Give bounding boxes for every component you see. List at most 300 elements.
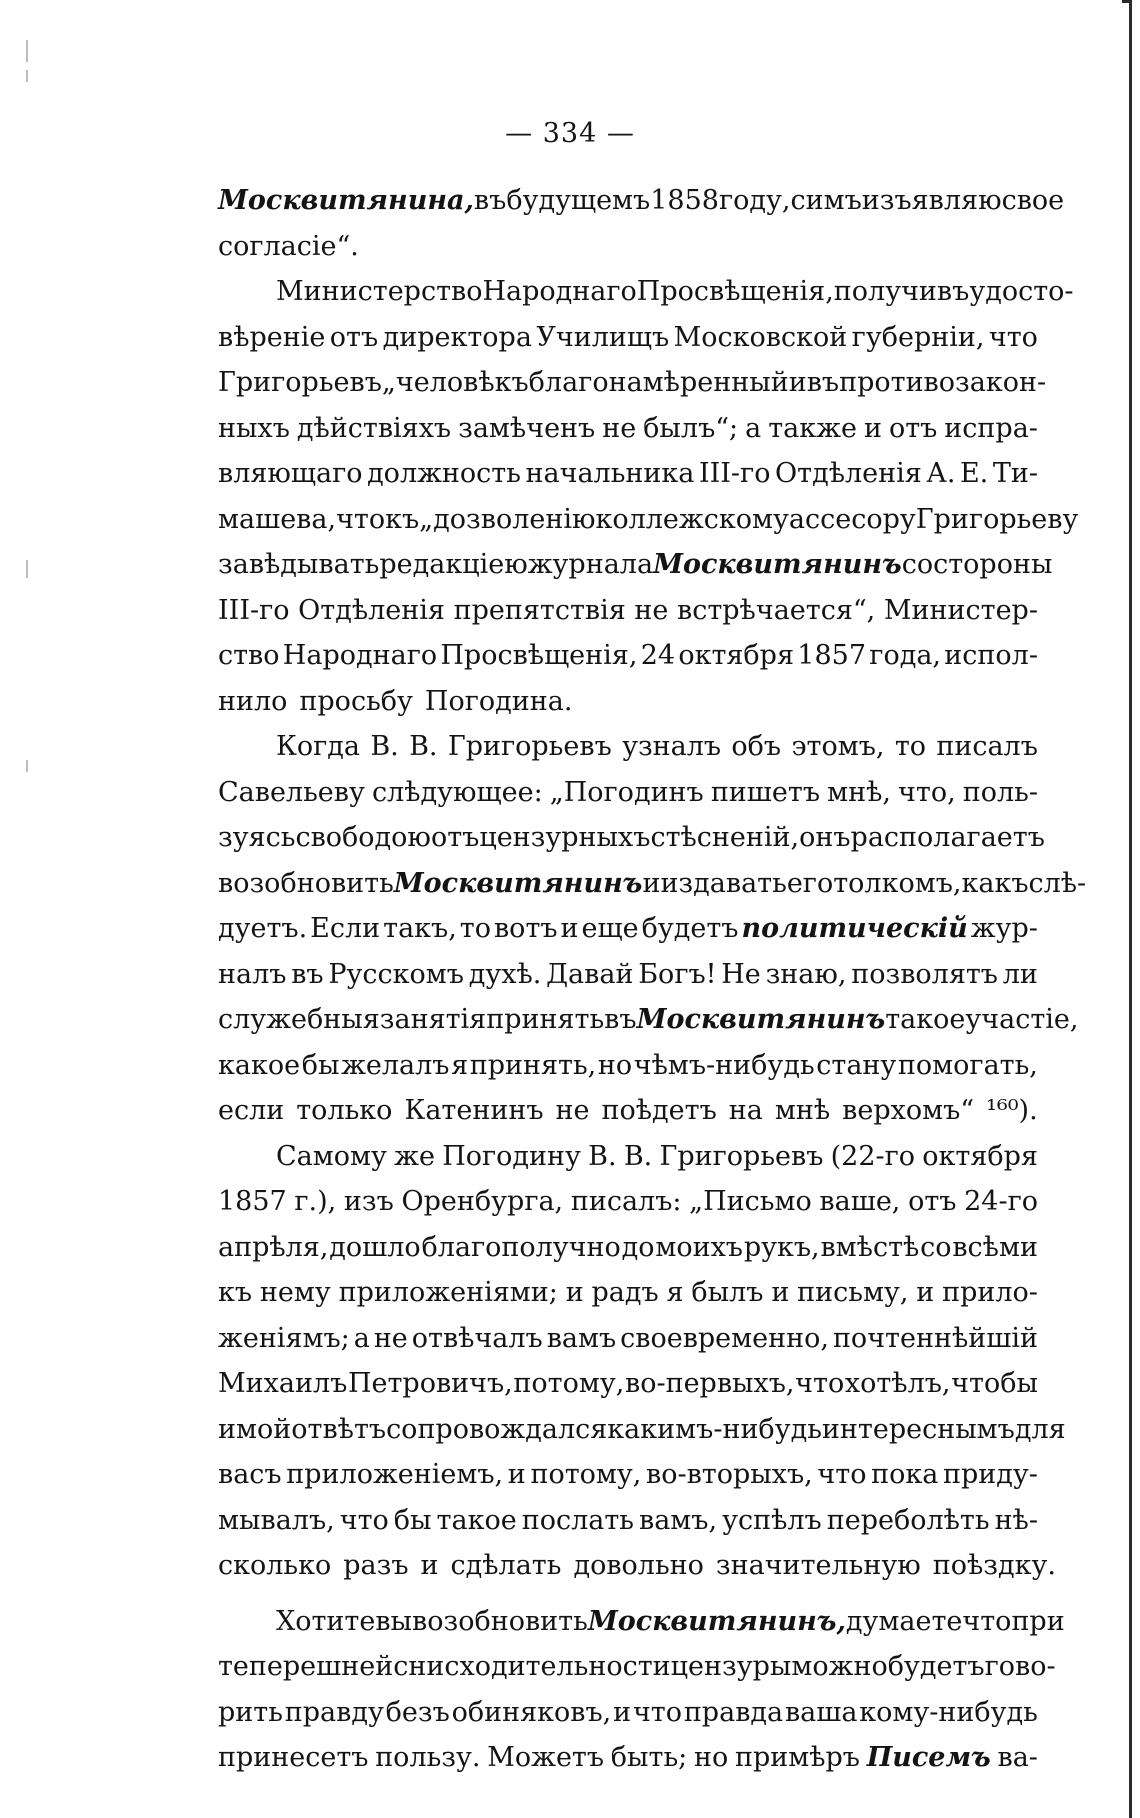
- word: пользу.: [375, 1742, 481, 1773]
- word: Григорьевъ: [447, 731, 612, 762]
- word: стороны: [933, 549, 1053, 580]
- word: что: [339, 1504, 389, 1536]
- text-line: [218, 497, 1079, 543]
- word: мой: [236, 1413, 292, 1445]
- word: я: [451, 1049, 469, 1081]
- word: потому,: [513, 1368, 625, 1399]
- word: такъ,: [383, 913, 457, 944]
- word: цензурныхъ: [479, 822, 651, 853]
- word: мывалъ,: [218, 1504, 335, 1536]
- word: былъ“;: [643, 412, 739, 444]
- text-line: [218, 1179, 1038, 1225]
- word: вы: [375, 1605, 413, 1637]
- word: только: [296, 1095, 393, 1126]
- text-line: [218, 1543, 1056, 1589]
- word: принять,: [469, 1049, 597, 1081]
- word: въ: [604, 1004, 637, 1035]
- word: губерніи,: [851, 321, 985, 353]
- word: коллежскому: [595, 503, 789, 535]
- text-line: [218, 360, 1047, 406]
- word: Министерство: [276, 276, 483, 307]
- word: встрѣчается“,: [677, 594, 876, 626]
- text-line: [218, 542, 1053, 588]
- word: ассесору: [788, 503, 916, 535]
- word: не: [634, 594, 669, 626]
- word: разъ: [343, 1550, 409, 1581]
- word: располагаетъ: [850, 822, 1045, 853]
- word: замѣченъ: [458, 412, 596, 444]
- word: поль-: [962, 776, 1038, 808]
- word: бы: [393, 1504, 432, 1536]
- word: можно: [791, 1651, 888, 1682]
- word: что: [336, 503, 386, 535]
- text-line: [218, 861, 1087, 907]
- word: помогать,: [897, 1049, 1038, 1081]
- italic-word: Москвитянинъ: [653, 549, 902, 580]
- word: нему: [259, 1277, 331, 1308]
- word: противозакон-: [839, 367, 1047, 398]
- word: во-вторыхъ,: [646, 1459, 813, 1490]
- word: Отдѣленія: [298, 594, 445, 626]
- italic-word: Москвитянина,: [218, 185, 474, 216]
- word: и: [560, 913, 579, 944]
- word: и: [613, 1696, 632, 1728]
- word: вамъ,: [639, 1504, 718, 1536]
- word: „дозволенію: [419, 503, 596, 535]
- word: Народнаго: [282, 640, 438, 671]
- word: приду-: [943, 1459, 1038, 1490]
- text-line: [218, 770, 1038, 816]
- word: Е.: [959, 458, 989, 489]
- word: г.),: [294, 1186, 337, 1217]
- word: Самому: [276, 1140, 387, 1172]
- word: получивъ: [833, 276, 970, 307]
- word: года,: [869, 640, 942, 671]
- text-line: [218, 1644, 1056, 1690]
- word: довольно: [573, 1550, 704, 1581]
- word: быть;: [610, 1742, 688, 1773]
- word: такое: [436, 1504, 517, 1536]
- text-line: [218, 224, 1038, 270]
- word: и: [642, 867, 661, 899]
- word: думаете: [845, 1605, 963, 1637]
- word: испра-: [944, 412, 1038, 444]
- word: октября: [678, 640, 795, 671]
- word: издавать: [660, 867, 787, 899]
- word: чѣмъ-нибудь: [633, 1049, 815, 1081]
- text-line: [218, 815, 1045, 861]
- word: я: [666, 1277, 684, 1308]
- word: моихъ: [655, 1231, 743, 1263]
- word: радъ: [591, 1277, 659, 1308]
- word: будетъ: [887, 1651, 985, 1682]
- word: женіямъ;: [218, 1322, 350, 1354]
- word: Отдѣленія: [775, 458, 922, 489]
- word: приложеніемъ,: [286, 1459, 504, 1490]
- word: директора: [382, 321, 532, 353]
- word: „Погодинъ: [549, 776, 704, 808]
- word: симъ: [790, 185, 862, 216]
- word: Русскомъ: [328, 958, 464, 990]
- word: отъ: [430, 822, 480, 853]
- word: ство: [218, 640, 280, 671]
- word: Когда: [276, 731, 361, 762]
- word: и: [420, 1550, 439, 1581]
- word: пишетъ: [710, 776, 820, 808]
- word: Хотите: [276, 1605, 376, 1637]
- word: сдѣлать: [450, 1550, 562, 1581]
- word: примѣръ: [734, 1742, 860, 1773]
- word: а: [353, 1322, 370, 1354]
- word: ваше,: [819, 1186, 901, 1217]
- word: такое: [885, 1004, 966, 1035]
- word: сопровождался: [386, 1413, 608, 1445]
- word: и: [218, 1413, 236, 1445]
- text-line: [218, 997, 1079, 1043]
- italic-word: Москвитянинъ: [636, 1004, 886, 1035]
- word: зуясь: [218, 822, 296, 853]
- word: и: [863, 412, 882, 444]
- italic-word: Москвитянинъ: [393, 867, 643, 899]
- word: Григорьевъ: [659, 1140, 824, 1172]
- word: письму,: [797, 1277, 909, 1308]
- word: мнѣ: [774, 1095, 831, 1126]
- word: ¹⁶⁰).: [986, 1095, 1038, 1126]
- word: А.: [926, 458, 956, 489]
- word: В.: [370, 731, 399, 762]
- word: Министер-: [883, 594, 1038, 626]
- word: что,: [898, 776, 956, 808]
- page-edge-mark: [26, 70, 28, 82]
- word: Савельеву: [218, 776, 365, 808]
- text-line: [218, 679, 1038, 725]
- word: ли: [1002, 958, 1038, 990]
- word: „Письмо: [689, 1186, 812, 1217]
- word: его: [786, 867, 834, 899]
- page-edge-mark: [26, 40, 28, 62]
- word: обиняковъ,: [451, 1696, 612, 1728]
- word: благонамѣренный: [528, 367, 789, 398]
- text-line: [218, 906, 1038, 952]
- word: въ: [473, 185, 507, 216]
- word: чтобы: [951, 1368, 1038, 1399]
- word: редакціею: [379, 549, 528, 580]
- word: (22-го: [830, 1140, 916, 1172]
- word: а: [745, 412, 762, 444]
- word: въ: [806, 367, 840, 398]
- word: вляющаго: [218, 458, 363, 489]
- word: пока: [871, 1459, 939, 1490]
- word: писалъ: [936, 731, 1038, 762]
- word: со: [920, 1231, 952, 1263]
- text-line: [218, 406, 1038, 452]
- word: вмѣстѣ: [820, 1231, 920, 1263]
- word: Народнаго: [482, 276, 637, 307]
- word: III-го: [698, 458, 771, 489]
- word: потому,: [530, 1459, 642, 1490]
- word: Богъ!: [638, 958, 717, 990]
- word: свободою: [295, 822, 431, 853]
- word: Григорьеву: [915, 503, 1079, 535]
- word: 1857: [797, 640, 867, 671]
- word: вѣреніе: [218, 321, 326, 353]
- italic-word: политическій: [741, 913, 968, 944]
- word: 24: [640, 640, 676, 671]
- word: нило: [218, 685, 288, 717]
- word: и: [507, 1459, 526, 1490]
- word: нѣ-: [994, 1504, 1038, 1536]
- text-line: [218, 1043, 1038, 1089]
- word: возобновить: [412, 1605, 588, 1637]
- word: отъ: [908, 1186, 957, 1217]
- word: ва-: [997, 1742, 1038, 1773]
- word: теперешней: [218, 1651, 394, 1682]
- word: октября: [922, 1140, 1038, 1172]
- word: сколько: [218, 1550, 332, 1581]
- word: испол-: [944, 640, 1038, 671]
- word: и: [565, 1277, 584, 1308]
- word: прило-: [942, 1277, 1038, 1308]
- word: какое: [218, 1049, 301, 1081]
- word: машева,: [218, 503, 337, 535]
- word: безъ: [385, 1696, 450, 1728]
- word: всѣми: [952, 1231, 1038, 1263]
- word: отвѣчалъ: [411, 1322, 543, 1354]
- page-edge-mark: [26, 560, 28, 578]
- word: мнѣ,: [827, 776, 891, 808]
- text-line: [218, 952, 1038, 998]
- word: возобновить: [218, 867, 394, 899]
- text-line: [218, 1407, 1066, 1453]
- word: Если: [310, 913, 381, 944]
- word: Григорьевъ: [218, 367, 382, 398]
- page-right-border-cap: [1122, 0, 1132, 3]
- word: писалъ:: [570, 1186, 682, 1217]
- word: Погодину: [442, 1140, 581, 1172]
- body-text: [218, 178, 1087, 1781]
- word: не: [602, 412, 637, 444]
- word: Просвѣщенія,: [636, 276, 834, 307]
- text-line: [218, 1270, 1038, 1316]
- word: 24-го: [964, 1186, 1038, 1217]
- word: Можетъ: [487, 1742, 605, 1773]
- italic-word: Москвитянинъ,: [587, 1605, 846, 1637]
- word: во-первыхъ,: [625, 1368, 795, 1399]
- word: Оренбурга,: [401, 1186, 564, 1217]
- word: 1857: [218, 1186, 287, 1217]
- word: и: [771, 1277, 790, 1308]
- word: интереснымъ: [821, 1413, 1015, 1445]
- word: но: [597, 1049, 633, 1081]
- word: изъявляю: [861, 185, 1002, 216]
- word: журнала: [527, 549, 654, 580]
- word: кому-нибудь: [859, 1696, 1038, 1728]
- word: то: [894, 731, 927, 762]
- word: послать: [521, 1504, 634, 1536]
- word: не: [373, 1322, 408, 1354]
- word: хотѣлъ,: [844, 1368, 951, 1399]
- text-line: [218, 1735, 1038, 1781]
- word: на: [728, 1095, 763, 1126]
- word: В.: [623, 1140, 653, 1172]
- word: занятія: [379, 1004, 487, 1035]
- word: духѣ.: [468, 958, 542, 990]
- word: удосто-: [969, 276, 1074, 307]
- word: еще: [581, 913, 639, 944]
- word: значительную: [715, 1550, 921, 1581]
- word: принять: [486, 1004, 605, 1035]
- word: дошло: [329, 1231, 421, 1263]
- word: будущемъ: [506, 185, 651, 216]
- word: бы: [301, 1049, 340, 1081]
- word: успѣлъ: [722, 1504, 822, 1536]
- word: и: [916, 1277, 935, 1308]
- word: этомъ,: [791, 731, 885, 762]
- text-line: [218, 1361, 1038, 1407]
- word: къ: [385, 503, 420, 535]
- word: что: [817, 1459, 867, 1490]
- word: что: [632, 1696, 682, 1728]
- word: переболѣть: [826, 1504, 990, 1536]
- word: Ти-: [992, 458, 1038, 489]
- word: свое: [1001, 185, 1065, 216]
- word: со: [901, 549, 934, 580]
- word: отвѣтъ: [291, 1413, 387, 1445]
- word: же: [394, 1140, 435, 1172]
- word: „человѣкъ: [381, 367, 529, 398]
- word: онъ: [799, 822, 851, 853]
- word: году,: [718, 185, 791, 216]
- text-line: [218, 724, 1038, 770]
- text-line: [218, 178, 1065, 224]
- word: также: [768, 412, 857, 444]
- word: Давай: [546, 958, 634, 990]
- word: стану: [816, 1049, 897, 1081]
- word: желалъ: [341, 1049, 450, 1081]
- word: позволятъ: [851, 958, 998, 990]
- word: снисходительности: [393, 1651, 671, 1682]
- text-line: [218, 451, 1038, 497]
- word: слѣдующее:: [371, 776, 543, 808]
- word: принесетъ: [218, 1742, 369, 1773]
- word: просьбу: [299, 685, 413, 717]
- word: Михаилъ: [218, 1368, 348, 1399]
- word: что: [795, 1368, 845, 1399]
- word: слѣ-: [1028, 867, 1087, 899]
- word: В.: [409, 731, 438, 762]
- word: то: [459, 913, 491, 944]
- text-line: [218, 1452, 1038, 1498]
- text-line: [218, 1599, 1065, 1645]
- word: какимъ-нибудь: [607, 1413, 822, 1445]
- word: Московской: [673, 321, 848, 353]
- word: служебныя: [218, 1004, 380, 1035]
- word: правду: [284, 1696, 384, 1728]
- word: отъ: [329, 321, 379, 353]
- word: правда: [683, 1696, 784, 1728]
- text-line: [218, 269, 1074, 315]
- word: до: [621, 1231, 655, 1263]
- word: не: [555, 1095, 590, 1126]
- word: В.: [588, 1140, 617, 1172]
- word: Не: [721, 958, 761, 990]
- word: васъ: [218, 1459, 282, 1490]
- page-edge-mark: [26, 760, 28, 772]
- word: апрѣля,: [218, 1231, 329, 1263]
- page-right-border: [1129, 0, 1132, 1818]
- page-number: — 334 —: [505, 118, 635, 149]
- text-line: [218, 1316, 1038, 1362]
- word: почтеннѣйшій: [832, 1322, 1038, 1354]
- word: для: [1014, 1413, 1066, 1445]
- text-line: [218, 1225, 1038, 1271]
- word: вамъ: [546, 1322, 617, 1354]
- word: поѣдетъ: [601, 1095, 717, 1126]
- word: стѣсненій,: [650, 822, 800, 853]
- word: благополучно: [421, 1231, 621, 1263]
- word: своевременно,: [620, 1322, 829, 1354]
- word: какъ: [961, 867, 1029, 899]
- word: дуетъ.: [218, 913, 308, 944]
- word: Катенинъ: [404, 1095, 544, 1126]
- word: изъ: [343, 1186, 394, 1217]
- word: отъ: [888, 412, 938, 444]
- word: въ: [291, 958, 324, 990]
- word: начальника: [525, 458, 695, 489]
- text-line: [218, 315, 1038, 361]
- word: что: [962, 1605, 1012, 1637]
- word: верхомъ“: [842, 1095, 975, 1126]
- word: жур-: [970, 913, 1038, 944]
- word: къ: [218, 1277, 253, 1308]
- text-line: [218, 1690, 1038, 1736]
- word: поѣздку.: [932, 1550, 1056, 1581]
- text-line: [218, 1088, 1038, 1134]
- word: объ: [731, 731, 782, 762]
- word: III-го: [218, 594, 290, 626]
- word: будетъ: [641, 913, 739, 944]
- word: рить: [218, 1696, 283, 1728]
- word: ваша: [784, 1696, 858, 1728]
- word: дѣйствіяхъ: [296, 412, 452, 444]
- text-line: [218, 1498, 1038, 1544]
- word: приложеніями;: [338, 1277, 558, 1308]
- word: узналъ: [622, 731, 722, 762]
- word: вотъ: [493, 913, 558, 944]
- word: гово-: [984, 1651, 1056, 1682]
- word: Петровичъ,: [347, 1368, 513, 1399]
- text-line: [218, 1134, 1038, 1180]
- word: что: [988, 321, 1038, 353]
- italic-word: Писемъ: [866, 1742, 991, 1773]
- word: Погодина.: [424, 685, 573, 717]
- word: препятствія: [453, 594, 626, 626]
- word: знаю,: [765, 958, 847, 990]
- word: участіе,: [965, 1004, 1079, 1035]
- text-line: [218, 633, 1038, 679]
- word: и: [788, 367, 807, 398]
- word: при: [1011, 1605, 1065, 1637]
- word: налъ: [218, 958, 287, 990]
- word: завѣдывать: [218, 549, 380, 580]
- word: цензуры: [670, 1651, 792, 1682]
- word: должность: [367, 458, 521, 489]
- word: согласіе“.: [218, 230, 359, 262]
- word: ныхъ: [218, 412, 290, 444]
- word: рукъ,: [743, 1231, 820, 1263]
- word: 1858: [650, 185, 719, 216]
- word: былъ: [691, 1277, 764, 1308]
